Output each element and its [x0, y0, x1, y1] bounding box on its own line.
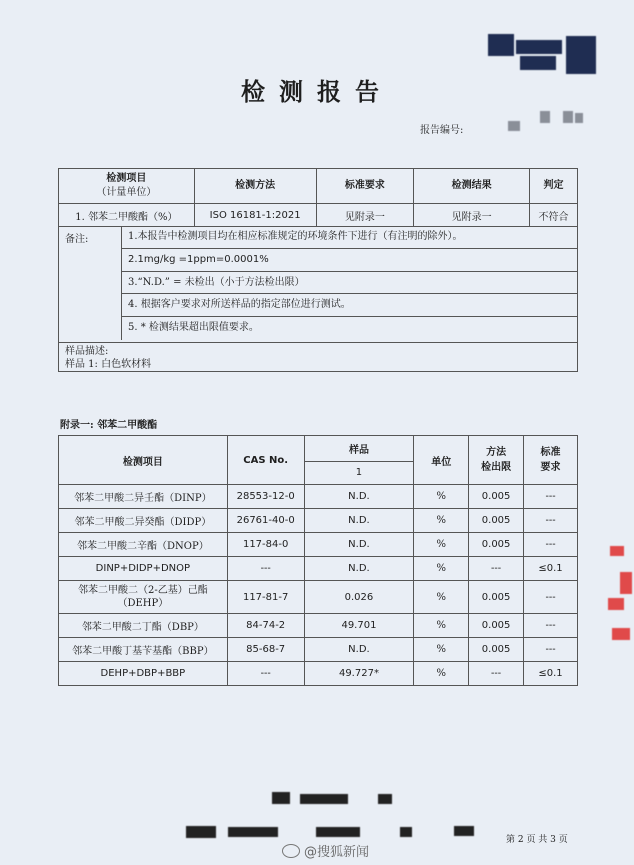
appendix-table — [58, 435, 578, 686]
header-standard: 标准要求 — [316, 169, 414, 204]
cell-value: N.D. — [304, 509, 414, 533]
cell-item: 邻苯二甲酸二辛酯（DNOP） — [59, 533, 228, 557]
redacted-edge — [612, 628, 630, 640]
cell-mdl: 0.005 — [469, 614, 524, 638]
cell-value: N.D. — [304, 557, 414, 581]
cell-unit: % — [414, 638, 469, 662]
cell-value: 49.701 — [304, 614, 414, 638]
header-result: 检测结果 — [414, 169, 530, 204]
redacted-logo — [516, 40, 562, 54]
cell-mdl: 0.005 — [469, 638, 524, 662]
page-number: 第 2 页 共 3 页 — [506, 835, 568, 845]
sample-description — [58, 342, 578, 372]
summary-table — [58, 168, 578, 227]
cell-cas: 117-81-7 — [227, 581, 304, 614]
col-limit — [524, 436, 578, 485]
note-item: 2.1mg/kg =1ppm=0.0001% — [121, 249, 577, 272]
sohu-logo-icon — [282, 844, 300, 858]
col-sample: 样品 — [304, 436, 414, 462]
cell-unit: % — [414, 485, 469, 509]
cell-cas: 117-84-0 — [227, 533, 304, 557]
redacted-footer — [400, 827, 412, 837]
header-verdict: 判定 — [530, 169, 578, 204]
cell-item: 邻苯二甲酸丁基苄基酯（BBP） — [59, 638, 228, 662]
report-number-label: 报告编号: — [420, 125, 464, 136]
cell-item: 邻苯二甲酸二丁酯（DBP） — [59, 614, 228, 638]
notes-label: 备注: — [65, 234, 89, 245]
redacted-edge — [610, 546, 624, 556]
cell-unit: % — [414, 662, 469, 686]
cell-mdl: --- — [469, 662, 524, 686]
table-row — [59, 485, 578, 509]
cell-limit: --- — [524, 509, 578, 533]
cell-mdl: 0.005 — [469, 533, 524, 557]
cell-mdl: 0.005 — [469, 485, 524, 509]
summary-item: 1. 邻苯二甲酸酯（%） — [59, 204, 195, 227]
col-mdl — [469, 436, 524, 485]
redacted-logo — [488, 34, 514, 56]
notes-section — [58, 226, 578, 343]
redacted-footer — [454, 826, 474, 836]
col-limit-line2: 要求 — [540, 462, 561, 473]
redacted-edge — [608, 598, 624, 610]
summary-result: 见附录一 — [414, 204, 530, 227]
col-limit-line1: 标准 — [540, 447, 561, 458]
header-item-text: 检测项目 — [106, 173, 147, 184]
redacted-report-number — [563, 111, 573, 123]
cell-item: DINP+DIDP+DNOP — [59, 557, 228, 581]
redacted-logo — [520, 56, 556, 70]
redacted-footer — [228, 827, 278, 837]
cell-limit: --- — [524, 485, 578, 509]
cell-item: DEHP+DBP+BBP — [59, 662, 228, 686]
cell-value: N.D. — [304, 485, 414, 509]
cell-limit: ≤0.1 — [524, 557, 578, 581]
redacted-edge — [620, 572, 632, 594]
cell-item: 邻苯二甲酸二异癸酯（DIDP） — [59, 509, 228, 533]
redacted-report-number — [540, 111, 550, 123]
col-sample-number: 1 — [304, 461, 414, 484]
cell-unit: % — [414, 581, 469, 614]
sample-label: 样品描述: — [65, 346, 109, 357]
col-mdl-line2: 检出限 — [481, 462, 512, 473]
cell-mdl: --- — [469, 557, 524, 581]
redacted-logo — [566, 36, 596, 74]
redacted-footer — [272, 792, 290, 804]
table-row — [59, 638, 578, 662]
watermark — [282, 841, 369, 860]
cell-mdl: 0.005 — [469, 509, 524, 533]
cell-cas: --- — [227, 662, 304, 686]
cell-value: 49.727* — [304, 662, 414, 686]
redacted-report-number — [575, 113, 583, 123]
redacted-footer — [316, 827, 360, 837]
cell-limit: --- — [524, 581, 578, 614]
col-mdl-line1: 方法 — [486, 447, 507, 458]
table-row — [59, 533, 578, 557]
notes-list — [121, 226, 577, 340]
summary-verdict: 不符合 — [530, 204, 578, 227]
col-unit: 单位 — [414, 436, 469, 485]
table-row — [59, 557, 578, 581]
appendix-title: 附录一: 邻苯二甲酸酯 — [60, 420, 158, 431]
cell-unit: % — [414, 533, 469, 557]
col-item: 检测项目 — [59, 436, 228, 485]
redacted-report-number — [508, 121, 520, 131]
cell-limit: ≤0.1 — [524, 662, 578, 686]
redacted-footer — [378, 794, 392, 804]
cell-unit: % — [414, 509, 469, 533]
table-row — [59, 509, 578, 533]
cell-cas: 85-68-7 — [227, 638, 304, 662]
table-row — [59, 662, 578, 686]
cell-item: 邻苯二甲酸二异壬酯（DINP） — [59, 485, 228, 509]
redacted-footer — [186, 826, 216, 838]
cell-cas: 26761-40-0 — [227, 509, 304, 533]
cell-unit: % — [414, 557, 469, 581]
note-item: 1.本报告中检测项目均在相应标准规定的环境条件下进行（有注明的除外）。 — [121, 226, 577, 249]
cell-cas: 28553-12-0 — [227, 485, 304, 509]
cell-value: N.D. — [304, 638, 414, 662]
table-row — [59, 581, 578, 614]
watermark-text: @搜狐新闻 — [304, 845, 370, 860]
redacted-footer — [300, 794, 348, 804]
cell-item-line1: 邻苯二甲酸二（2-乙基）己酯 — [77, 585, 208, 596]
cell-unit: % — [414, 614, 469, 638]
summary-method: ISO 16181-1:2021 — [194, 204, 316, 227]
note-item: 5. * 检测结果超出限值要求。 — [121, 317, 577, 340]
note-item: 4. 根据客户要求对所送样品的指定部位进行测试。 — [121, 294, 577, 317]
cell-value: 0.026 — [304, 581, 414, 614]
note-item: 3.“N.D.” = 未检出（小于方法检出限） — [121, 272, 577, 295]
cell-limit: --- — [524, 638, 578, 662]
cell-cas: 84-74-2 — [227, 614, 304, 638]
cell-item — [59, 581, 228, 614]
table-row — [59, 614, 578, 638]
header-method: 检测方法 — [194, 169, 316, 204]
summary-standard: 见附录一 — [316, 204, 414, 227]
cell-item-line2: （DEHP） — [117, 598, 169, 609]
header-item — [59, 169, 195, 204]
header-unit-text: （计量单位） — [96, 187, 157, 198]
cell-limit: --- — [524, 614, 578, 638]
cell-limit: --- — [524, 533, 578, 557]
cell-cas: --- — [227, 557, 304, 581]
col-cas: CAS No. — [227, 436, 304, 485]
sample-desc: 样品 1: 白色软材料 — [65, 359, 152, 370]
cell-mdl: 0.005 — [469, 581, 524, 614]
cell-value: N.D. — [304, 533, 414, 557]
report-title: 检测报告 — [241, 77, 393, 106]
